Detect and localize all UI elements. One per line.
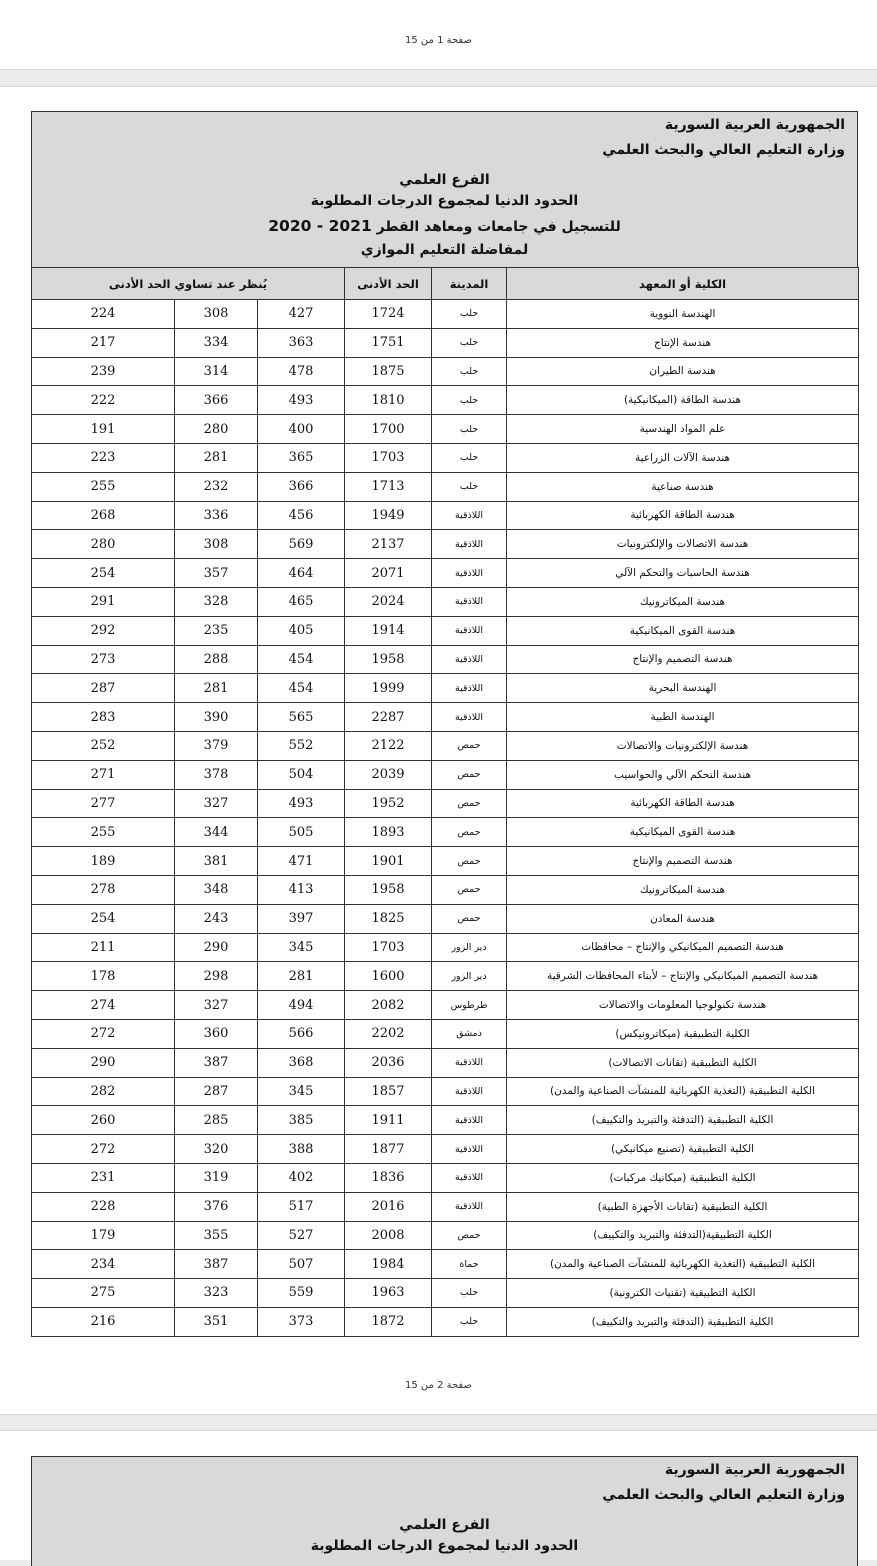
tie-score-3-cell: 211 bbox=[32, 933, 175, 962]
tie-score-3-cell: 283 bbox=[32, 703, 175, 732]
tie-score-3-cell: 223 bbox=[32, 443, 175, 472]
table-row bbox=[32, 789, 859, 818]
table-row bbox=[32, 1106, 859, 1135]
tie-score-1-cell: 493 bbox=[258, 789, 345, 818]
tie-score-1-cell: 569 bbox=[258, 530, 345, 559]
tie-score-3-cell: 255 bbox=[32, 472, 175, 501]
tie-score-3-cell: 277 bbox=[32, 789, 175, 818]
faculty-cell: الهندسة النووية bbox=[507, 300, 859, 329]
faculty-cell: هندسة الحاسبات والتحكم الآلي bbox=[507, 559, 859, 588]
city-cell: اللاذقية bbox=[432, 645, 507, 674]
table-row bbox=[32, 904, 859, 933]
city-cell: حمص bbox=[432, 847, 507, 876]
tie-score-3-cell: 178 bbox=[32, 962, 175, 991]
faculty-cell: هندسة القوى الميكانيكية bbox=[507, 818, 859, 847]
tie-score-1-cell: 565 bbox=[258, 703, 345, 732]
tie-score-2-cell: 327 bbox=[175, 789, 258, 818]
table-row bbox=[32, 818, 859, 847]
faculty-cell: الكلية التطبيقية (تصنيع ميكانيكي) bbox=[507, 1135, 859, 1164]
min-score-cell: 2039 bbox=[345, 760, 432, 789]
min-score-cell: 1825 bbox=[345, 904, 432, 933]
tie-score-1-cell: 504 bbox=[258, 760, 345, 789]
subtitle: الحدود الدنيا لمجموع الدرجات المطلوبة bbox=[310, 1538, 579, 1554]
tie-score-2-cell: 355 bbox=[175, 1221, 258, 1250]
tie-score-2-cell: 287 bbox=[175, 1077, 258, 1106]
faculty-cell: الكلية التطبيقية (التدفئة والتبريد والتكييف) bbox=[507, 1106, 859, 1135]
tie-score-3-cell: 292 bbox=[32, 616, 175, 645]
faculty-cell: هندسة التحكم الآلي والحواسيب bbox=[507, 760, 859, 789]
min-score-cell: 1999 bbox=[345, 674, 432, 703]
tie-score-1-cell: 471 bbox=[258, 847, 345, 876]
academic-year: 2020 - 2021 bbox=[268, 217, 372, 235]
table-row bbox=[32, 1250, 859, 1279]
tie-score-3-cell: 216 bbox=[32, 1307, 175, 1336]
tie-score-2-cell: 328 bbox=[175, 587, 258, 616]
branch-title: الفرع العلمي bbox=[399, 1517, 490, 1533]
tie-score-3-cell: 282 bbox=[32, 1077, 175, 1106]
branch-title: الفرع العلمي bbox=[399, 172, 490, 188]
tie-score-2-cell: 235 bbox=[175, 616, 258, 645]
faculty-cell: الكلية التطبيقية (التدفئة والتبريد والتكييف) bbox=[507, 1307, 859, 1336]
tie-score-2-cell: 281 bbox=[175, 443, 258, 472]
tie-score-3-cell: 268 bbox=[32, 501, 175, 530]
tie-score-3-cell: 179 bbox=[32, 1221, 175, 1250]
tie-score-2-cell: 327 bbox=[175, 991, 258, 1020]
min-score-cell: 2071 bbox=[345, 559, 432, 588]
min-score-cell: 2024 bbox=[345, 587, 432, 616]
tie-score-3-cell: 273 bbox=[32, 645, 175, 674]
tie-score-3-cell: 254 bbox=[32, 559, 175, 588]
faculty-cell: هندسة الطيران bbox=[507, 357, 859, 386]
table-row bbox=[32, 1048, 859, 1077]
tie-score-1-cell: 373 bbox=[258, 1307, 345, 1336]
tie-score-1-cell: 385 bbox=[258, 1106, 345, 1135]
tie-score-2-cell: 232 bbox=[175, 472, 258, 501]
tie-score-3-cell: 224 bbox=[32, 300, 175, 329]
city-cell: اللاذقية bbox=[432, 703, 507, 732]
table-row bbox=[32, 962, 859, 991]
tie-score-2-cell: 320 bbox=[175, 1135, 258, 1164]
page-number-1: صفحة 1 من 15 bbox=[405, 35, 472, 46]
tie-score-3-cell: 228 bbox=[32, 1192, 175, 1221]
table-row bbox=[32, 443, 859, 472]
tie-score-1-cell: 402 bbox=[258, 1163, 345, 1192]
city-cell: اللاذقية bbox=[432, 1192, 507, 1221]
faculty-cell: الكلية التطبيقية (تقانات الاتصالات) bbox=[507, 1048, 859, 1077]
faculty-cell: هندسة الإنتاج bbox=[507, 328, 859, 357]
table-row bbox=[32, 731, 859, 760]
tie-score-2-cell: 288 bbox=[175, 645, 258, 674]
tie-score-1-cell: 363 bbox=[258, 328, 345, 357]
tie-score-3-cell: 239 bbox=[32, 357, 175, 386]
faculty-cell: هندسة الآلات الزراعية bbox=[507, 443, 859, 472]
faculty-cell: الهندسة الطبية bbox=[507, 703, 859, 732]
table-row bbox=[32, 1163, 859, 1192]
tie-score-3-cell: 260 bbox=[32, 1106, 175, 1135]
tie-score-1-cell: 494 bbox=[258, 991, 345, 1020]
min-score-cell: 1958 bbox=[345, 645, 432, 674]
country-name: الجمهورية العربية السورية bbox=[664, 1462, 845, 1478]
table-row bbox=[32, 991, 859, 1020]
tie-score-2-cell: 390 bbox=[175, 703, 258, 732]
tie-score-3-cell: 272 bbox=[32, 1135, 175, 1164]
table-body bbox=[32, 300, 859, 1337]
city-cell: حلب bbox=[432, 1279, 507, 1308]
tie-score-1-cell: 405 bbox=[258, 616, 345, 645]
city-cell: دير الزور bbox=[432, 933, 507, 962]
city-cell: حمص bbox=[432, 760, 507, 789]
country-name: الجمهورية العربية السورية bbox=[664, 117, 845, 133]
city-cell: حماة bbox=[432, 1250, 507, 1279]
page-3-header bbox=[31, 1456, 858, 1566]
min-score-cell: 1857 bbox=[345, 1077, 432, 1106]
page-1 bbox=[0, 0, 877, 70]
min-score-cell: 1914 bbox=[345, 616, 432, 645]
min-score-cell: 1836 bbox=[345, 1163, 432, 1192]
faculty-cell: الكلية التطبيقية (تقانات الأجهزة الطبية) bbox=[507, 1192, 859, 1221]
subtitle: الحدود الدنيا لمجموع الدرجات المطلوبة bbox=[310, 193, 579, 209]
min-score-cell: 2016 bbox=[345, 1192, 432, 1221]
table-row bbox=[32, 645, 859, 674]
table-row bbox=[32, 357, 859, 386]
city-cell: اللاذقية bbox=[432, 1106, 507, 1135]
tie-score-3-cell: 280 bbox=[32, 530, 175, 559]
min-score-cell: 1872 bbox=[345, 1307, 432, 1336]
min-score-cell: 2008 bbox=[345, 1221, 432, 1250]
tie-score-1-cell: 368 bbox=[258, 1048, 345, 1077]
min-score-cell: 2137 bbox=[345, 530, 432, 559]
tie-score-1-cell: 345 bbox=[258, 933, 345, 962]
min-score-cell: 2036 bbox=[345, 1048, 432, 1077]
city-cell: حلب bbox=[432, 300, 507, 329]
faculty-column-header: الكلية أو المعهد bbox=[507, 268, 859, 300]
tie-score-1-cell: 505 bbox=[258, 818, 345, 847]
admission-table bbox=[31, 267, 859, 1337]
table-row bbox=[32, 1135, 859, 1164]
faculty-cell: هندسة التصميم الميكانيكي والإنتاج – محافظات bbox=[507, 933, 859, 962]
faculty-cell: هندسة التصميم الميكانيكي والإنتاج – لأبناء المحافظات الشرقية bbox=[507, 962, 859, 991]
tie-score-3-cell: 191 bbox=[32, 415, 175, 444]
table-row bbox=[32, 415, 859, 444]
min-score-cell: 2082 bbox=[345, 991, 432, 1020]
city-cell: حلب bbox=[432, 443, 507, 472]
tie-score-2-cell: 348 bbox=[175, 875, 258, 904]
table-row bbox=[32, 674, 859, 703]
tie-score-3-cell: 291 bbox=[32, 587, 175, 616]
city-cell: حمص bbox=[432, 789, 507, 818]
tie-score-2-cell: 344 bbox=[175, 818, 258, 847]
table-row bbox=[32, 386, 859, 415]
tie-score-1-cell: 427 bbox=[258, 300, 345, 329]
city-cell: اللاذقية bbox=[432, 530, 507, 559]
city-cell: حمص bbox=[432, 818, 507, 847]
tie-score-1-cell: 366 bbox=[258, 472, 345, 501]
page-number-2: صفحة 2 من 15 bbox=[405, 1380, 472, 1391]
tie-score-2-cell: 290 bbox=[175, 933, 258, 962]
min-score-cell: 1949 bbox=[345, 501, 432, 530]
min-score-cell: 1911 bbox=[345, 1106, 432, 1135]
tie-score-1-cell: 552 bbox=[258, 731, 345, 760]
tie-score-3-cell: 222 bbox=[32, 386, 175, 415]
table-row bbox=[32, 530, 859, 559]
min-score-cell: 1958 bbox=[345, 875, 432, 904]
tie-score-3-cell: 271 bbox=[32, 760, 175, 789]
faculty-cell: هندسة التصميم والإنتاج bbox=[507, 847, 859, 876]
tie-score-2-cell: 319 bbox=[175, 1163, 258, 1192]
min-score-cell: 1810 bbox=[345, 386, 432, 415]
tie-score-2-cell: 379 bbox=[175, 731, 258, 760]
tie-score-2-cell: 314 bbox=[175, 357, 258, 386]
min-score-cell: 1751 bbox=[345, 328, 432, 357]
tie-score-2-cell: 323 bbox=[175, 1279, 258, 1308]
min-score-cell: 1952 bbox=[345, 789, 432, 818]
city-cell: اللاذقية bbox=[432, 1048, 507, 1077]
faculty-cell: هندسة القوى الميكانيكية bbox=[507, 616, 859, 645]
tie-score-3-cell: 278 bbox=[32, 875, 175, 904]
tie-score-2-cell: 281 bbox=[175, 674, 258, 703]
min-column-header: الحد الأدنى bbox=[345, 268, 432, 300]
faculty-cell: الكلية التطبيقية (التغذية الكهربائية للمنشآت الصناعية والمدن) bbox=[507, 1077, 859, 1106]
city-column-header: المدينة bbox=[432, 268, 507, 300]
tie-score-1-cell: 465 bbox=[258, 587, 345, 616]
city-cell: حمص bbox=[432, 904, 507, 933]
tie-score-2-cell: 336 bbox=[175, 501, 258, 530]
table-row bbox=[32, 1192, 859, 1221]
table-row bbox=[32, 760, 859, 789]
city-cell: اللاذقية bbox=[432, 1077, 507, 1106]
tie-score-2-cell: 378 bbox=[175, 760, 258, 789]
tie-score-2-cell: 357 bbox=[175, 559, 258, 588]
faculty-cell: علم المواد الهندسية bbox=[507, 415, 859, 444]
table-row bbox=[32, 1221, 859, 1250]
table-row bbox=[32, 847, 859, 876]
faculty-cell: هندسة الطاقة (الميكانيكية) bbox=[507, 386, 859, 415]
table-row bbox=[32, 616, 859, 645]
ministry-name: وزارة التعليم العالي والبحث العلمي bbox=[602, 142, 845, 158]
tie-score-1-cell: 400 bbox=[258, 415, 345, 444]
tie-score-1-cell: 566 bbox=[258, 1019, 345, 1048]
city-cell: اللاذقية bbox=[432, 501, 507, 530]
min-score-cell: 1700 bbox=[345, 415, 432, 444]
tie-score-3-cell: 287 bbox=[32, 674, 175, 703]
tie-score-1-cell: 454 bbox=[258, 674, 345, 703]
tie-score-1-cell: 507 bbox=[258, 1250, 345, 1279]
min-score-cell: 1893 bbox=[345, 818, 432, 847]
city-cell: حلب bbox=[432, 472, 507, 501]
table-row bbox=[32, 1077, 859, 1106]
tie-score-1-cell: 517 bbox=[258, 1192, 345, 1221]
faculty-cell: الكلية التطبيقية (ميكانيك مركبات) bbox=[507, 1163, 859, 1192]
min-score-cell: 1724 bbox=[345, 300, 432, 329]
city-cell: حمص bbox=[432, 1221, 507, 1250]
faculty-cell: هندسة الطاقة الكهربائية bbox=[507, 501, 859, 530]
tie-score-3-cell: 231 bbox=[32, 1163, 175, 1192]
tie-score-2-cell: 334 bbox=[175, 328, 258, 357]
city-cell: اللاذقية bbox=[432, 559, 507, 588]
city-cell: اللاذقية bbox=[432, 674, 507, 703]
min-score-cell: 1875 bbox=[345, 357, 432, 386]
table-row bbox=[32, 875, 859, 904]
faculty-cell: الكلية التطبيقية(التدفئة والتبريد والتكييف) bbox=[507, 1221, 859, 1250]
tie-score-3-cell: 290 bbox=[32, 1048, 175, 1077]
program-title: لمفاضلة التعليم الموازي bbox=[360, 242, 529, 258]
table-row bbox=[32, 328, 859, 357]
table-row bbox=[32, 300, 859, 329]
faculty-cell: الكلية التطبيقية (ميكاترونيكس) bbox=[507, 1019, 859, 1048]
city-cell: طرطوس bbox=[432, 991, 507, 1020]
tie-score-2-cell: 308 bbox=[175, 530, 258, 559]
tie-score-3-cell: 272 bbox=[32, 1019, 175, 1048]
table-row bbox=[32, 501, 859, 530]
tie-score-1-cell: 493 bbox=[258, 386, 345, 415]
city-cell: اللاذقية bbox=[432, 616, 507, 645]
city-cell: اللاذقية bbox=[432, 1163, 507, 1192]
city-cell: حمص bbox=[432, 875, 507, 904]
faculty-cell: هندسة المعادن bbox=[507, 904, 859, 933]
city-cell: حمص bbox=[432, 731, 507, 760]
faculty-cell: الكلية التطبيقية (تقنيات الكترونية) bbox=[507, 1279, 859, 1308]
table-row bbox=[32, 587, 859, 616]
city-cell: حلب bbox=[432, 328, 507, 357]
min-score-cell: 2202 bbox=[345, 1019, 432, 1048]
tie-score-2-cell: 360 bbox=[175, 1019, 258, 1048]
min-score-cell: 2122 bbox=[345, 731, 432, 760]
ministry-name: وزارة التعليم العالي والبحث العلمي bbox=[602, 1487, 845, 1503]
tie-score-1-cell: 365 bbox=[258, 443, 345, 472]
tie-score-2-cell: 366 bbox=[175, 386, 258, 415]
tie-score-1-cell: 281 bbox=[258, 962, 345, 991]
min-score-cell: 2287 bbox=[345, 703, 432, 732]
tie-score-2-cell: 376 bbox=[175, 1192, 258, 1221]
faculty-cell: هندسة التصميم والإنتاج bbox=[507, 645, 859, 674]
tie-score-3-cell: 255 bbox=[32, 818, 175, 847]
registration-line bbox=[32, 217, 857, 235]
table-row bbox=[32, 1279, 859, 1308]
min-score-cell: 1984 bbox=[345, 1250, 432, 1279]
tie-score-3-cell: 254 bbox=[32, 904, 175, 933]
faculty-cell: هندسة الطاقة الكهربائية bbox=[507, 789, 859, 818]
tie-score-1-cell: 345 bbox=[258, 1077, 345, 1106]
min-score-cell: 1703 bbox=[345, 443, 432, 472]
table-row bbox=[32, 472, 859, 501]
registration-text: للتسجيل في جامعات ومعاهد القطر bbox=[376, 219, 621, 235]
city-cell: اللاذقية bbox=[432, 1135, 507, 1164]
table-row bbox=[32, 559, 859, 588]
faculty-cell: هندسة الميكاترونيك bbox=[507, 587, 859, 616]
tie-score-2-cell: 298 bbox=[175, 962, 258, 991]
tie-score-1-cell: 388 bbox=[258, 1135, 345, 1164]
table-row bbox=[32, 1307, 859, 1336]
faculty-cell: هندسة الإلكترونيات والاتصالات bbox=[507, 731, 859, 760]
faculty-cell: هندسة الميكاترونيك bbox=[507, 875, 859, 904]
tie-score-2-cell: 280 bbox=[175, 415, 258, 444]
tie-score-1-cell: 397 bbox=[258, 904, 345, 933]
tie-score-3-cell: 234 bbox=[32, 1250, 175, 1279]
tie-score-1-cell: 527 bbox=[258, 1221, 345, 1250]
tie-score-2-cell: 387 bbox=[175, 1048, 258, 1077]
tie-score-3-cell: 275 bbox=[32, 1279, 175, 1308]
faculty-cell: هندسة الاتصالات والإلكترونيات bbox=[507, 530, 859, 559]
min-score-cell: 1963 bbox=[345, 1279, 432, 1308]
tie-score-3-cell: 274 bbox=[32, 991, 175, 1020]
min-score-cell: 1600 bbox=[345, 962, 432, 991]
table-row bbox=[32, 933, 859, 962]
tie-score-3-cell: 217 bbox=[32, 328, 175, 357]
page-2-header bbox=[31, 111, 858, 268]
tie-score-1-cell: 464 bbox=[258, 559, 345, 588]
city-cell: حلب bbox=[432, 415, 507, 444]
min-score-cell: 1703 bbox=[345, 933, 432, 962]
tie-score-1-cell: 559 bbox=[258, 1279, 345, 1308]
min-score-cell: 1877 bbox=[345, 1135, 432, 1164]
city-cell: حلب bbox=[432, 1307, 507, 1336]
faculty-cell: الكلية التطبيقية (التغذية الكهربائية للمنشآت الصناعية والمدن) bbox=[507, 1250, 859, 1279]
tie-score-2-cell: 243 bbox=[175, 904, 258, 933]
tie-score-1-cell: 478 bbox=[258, 357, 345, 386]
table-row bbox=[32, 1019, 859, 1048]
table-header-row bbox=[32, 268, 859, 300]
faculty-cell: هندسة تكنولوجيا المعلومات والاتصالات bbox=[507, 991, 859, 1020]
tie-score-3-cell: 252 bbox=[32, 731, 175, 760]
tie-score-2-cell: 285 bbox=[175, 1106, 258, 1135]
tie-score-2-cell: 308 bbox=[175, 300, 258, 329]
city-cell: حلب bbox=[432, 357, 507, 386]
city-cell: اللاذقية bbox=[432, 587, 507, 616]
tie-score-1-cell: 456 bbox=[258, 501, 345, 530]
tie-score-3-cell: 189 bbox=[32, 847, 175, 876]
min-score-cell: 1901 bbox=[345, 847, 432, 876]
tie-score-1-cell: 413 bbox=[258, 875, 345, 904]
tie-score-2-cell: 387 bbox=[175, 1250, 258, 1279]
table-row bbox=[32, 703, 859, 732]
city-cell: دمشق bbox=[432, 1019, 507, 1048]
city-cell: دير الزور bbox=[432, 962, 507, 991]
tie-score-2-cell: 351 bbox=[175, 1307, 258, 1336]
tie-score-1-cell: 454 bbox=[258, 645, 345, 674]
min-score-cell: 1713 bbox=[345, 472, 432, 501]
tie-score-2-cell: 381 bbox=[175, 847, 258, 876]
city-cell: حلب bbox=[432, 386, 507, 415]
tie-column-header: يُنظر عند تساوي الحد الأدنى bbox=[32, 268, 345, 300]
faculty-cell: الهندسة البحرية bbox=[507, 674, 859, 703]
faculty-cell: هندسة صناعية bbox=[507, 472, 859, 501]
